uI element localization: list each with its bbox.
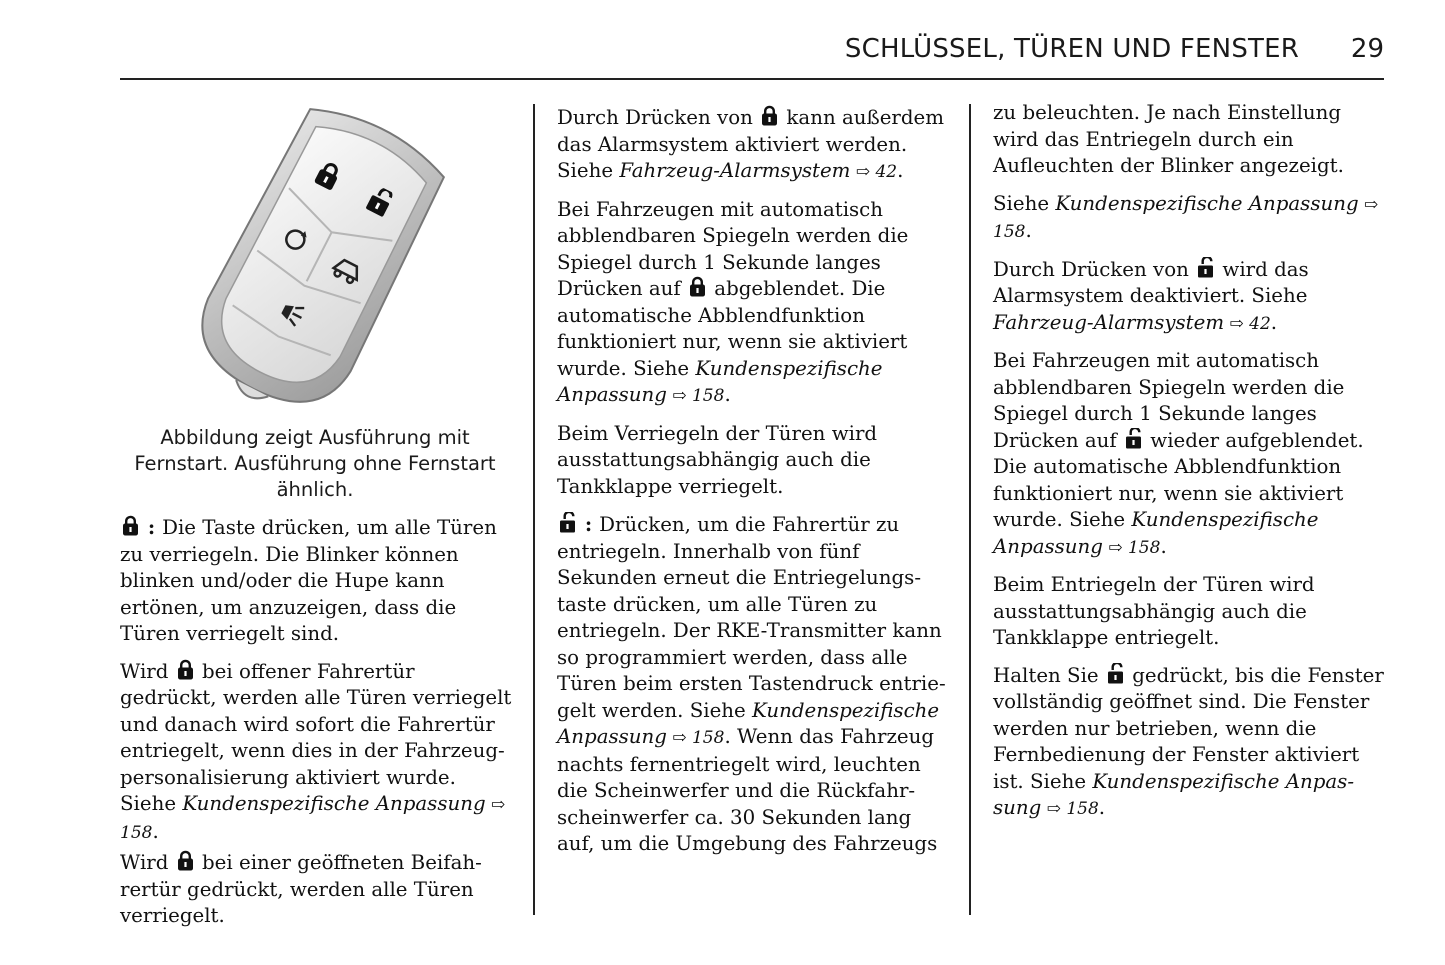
column-3 — [993, 100, 1385, 834]
paragraph-fuel-door-unlock: Beim Entriegeln der Türen wird ausstattungsabhängig auch die Tankklappe entriegelt. — [993, 573, 1315, 649]
paragraph-see-also: Siehe Kundenspezifische Anpassung ⇨ 158. — [993, 191, 1379, 242]
xref-link[interactable]: Fahrzeug-Alarmsystem — [993, 310, 1225, 334]
unlock-icon — [559, 512, 576, 533]
xref-link[interactable]: Kundenspezifische Anpassung — [557, 356, 883, 406]
xref-link[interactable]: Kundenspezifische Anpassung — [557, 698, 940, 748]
paragraph-mirror-dim: Bei Fahrzeugen mit automatisch abblendbaren Spiegeln werden die Spiegel durch 1 Sekunde langes Drücken auf abgeblendet. Die automatische Abblendfunktion funktioniert nur, wenn sie aktiviert wurde. Siehe Kundenspezifische Anpassung ⇨ 158. — [557, 197, 909, 406]
paragraph-unlock-button: : Drücken, um die Fahrertür zu entriegeln. Innerhalb von fünf Sekunden erneut die Entriegelungstaste drücken, um alle Türen zu entriegeln. Der RKE-Transmitter kann so programmiert werden, dass alle Türen beim ersten Tastendruck entriegelt werden. Siehe Kundenspezifische Anpassung ⇨ 158. Wenn das Fahrzeug nachts fernentriegelt wird, leuchten die Scheinwerfer und die Rückfahrscheinwerfer ca. 30 Sekunden lang auf, um die Umgebung des Fahrzeugs — [557, 512, 946, 855]
paragraph-illumination: zu beleuchten. Je nach Einstellung wird das Entriegeln durch ein Aufleuchten der Blinker angezeigt. — [993, 101, 1344, 177]
unlock-icon — [1197, 257, 1214, 278]
lock-icon — [177, 659, 194, 680]
paragraph-lock-button: : Die Taste drücken, um alle Türen zu verriegeln. Die Blinker können blinken und/oder die Hupe kann ertönen, um anzuzeigen, dass die Türen verriegelt sind. — [120, 515, 497, 645]
lock-icon — [122, 515, 139, 536]
paragraph-alarm-deactivate: Durch Drücken von wird das Alarmsystem deaktiviert. Siehe Fahrzeug-Alarmsystem ⇨ 42. — [993, 257, 1309, 334]
xref-link[interactable]: Fahrzeug-Alarmsystem — [619, 159, 851, 182]
paragraph-fuel-door-lock: Beim Verriegeln der Türen wird ausstattungsabhängig auch die Tankklappe verriegelt. — [557, 421, 878, 498]
column-divider-1 — [533, 104, 535, 915]
column-1 — [120, 514, 512, 941]
xref-link[interactable]: Kundenspezifische Anpassung — [993, 769, 1355, 819]
key-fob-illustration — [168, 104, 468, 414]
paragraph-passenger-door: Wird bei einer geöffneten Beifahrertür gedrückt, werden alle Türen verriegelt. — [120, 851, 482, 927]
figure-caption: Abbildung zeigt Ausführung mit Fernstart. Ausführung ohne Fernstart ähnlich. — [134, 426, 496, 501]
xref-link[interactable]: Kundenspezifische Anpassung — [993, 508, 1319, 558]
page-number: 29 — [1350, 34, 1384, 64]
unlock-icon — [1107, 663, 1124, 684]
column-divider-2 — [969, 104, 971, 915]
paragraph-mirror-undim: Bei Fahrzeugen mit automatisch abblendbaren Spiegeln werden die Spiegel durch 1 Sekunde langes Drücken auf wieder aufgeblendet. Die automatische Abblendfunktion funktioniert nur, wenn sie aktiviert wurde. Siehe Kundenspezifische Anpassung ⇨ 158. — [993, 349, 1364, 558]
paragraph-driver-door: Wird bei offener Fahrertür gedrückt, werden alle Türen verriegelt und danach wird sofort die Fahrertür entriegelt, wenn dies in der Fahrzeugpersonalisierung aktiviert wurde. Siehe Kundenspezifische Anpassung ⇨ 158. — [120, 659, 512, 843]
chapter-title: SCHLÜSSEL, TÜREN UND FENSTER — [844, 34, 1299, 64]
unlock-icon — [1125, 428, 1142, 449]
xref-link[interactable]: Kundenspezifische Anpassung — [1055, 191, 1359, 215]
header-rule — [120, 78, 1384, 80]
column-2 — [557, 105, 952, 869]
paragraph-windows: Halten Sie gedrückt, bis die Fenster vollständig geöffnet sind. Die Fenster werden nur betrieben, wenn die Fernbedienung der Fenster aktiviert ist. Siehe Kundenspezifische Anpassung ⇨ 158. — [993, 663, 1384, 819]
paragraph-alarm-activate: Durch Drücken von kann außerdem das Alarmsystem aktiviert werden. Siehe Fahrzeug-Alarmsystem ⇨ 42. — [557, 106, 945, 182]
lock-icon — [689, 276, 706, 297]
xref-link[interactable]: Kundenspezifische Anpassung — [182, 792, 486, 815]
lock-icon — [177, 850, 194, 871]
lock-icon — [761, 105, 778, 126]
